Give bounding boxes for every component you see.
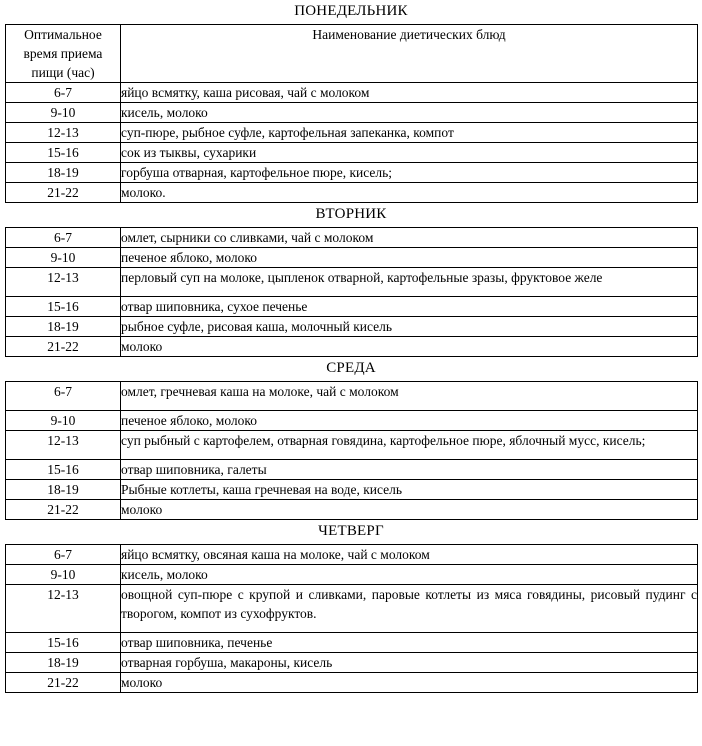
table-row [6, 565, 698, 585]
dish-list-cell: отварная горбуша, макароны, кисель [121, 653, 698, 673]
table-row [6, 633, 698, 653]
dish-list-cell: омлет, гречневая каша на молоке, чай с молоком [121, 382, 698, 411]
dish-list-cell: яйцо всмятку, каша рисовая, чай с молоком [121, 83, 698, 103]
meal-time-cell: 12-13 [6, 123, 121, 143]
dish-list-cell: яйцо всмятку, овсяная каша на молоке, чай с молоком [121, 545, 698, 565]
dish-list-cell: отвар шиповника, печенье [121, 633, 698, 653]
table-row [6, 500, 698, 520]
dish-list-cell: сок из тыквы, сухарики [121, 143, 698, 163]
table-row [6, 228, 698, 248]
meal-time-cell: 21-22 [6, 337, 121, 357]
meal-time-cell: 15-16 [6, 460, 121, 480]
table-row [6, 83, 698, 103]
table-row [6, 337, 698, 357]
dish-list-cell: Рыбные котлеты, каша гречневая на воде, кисель [121, 480, 698, 500]
day-section [5, 0, 697, 203]
dish-list-cell: рыбное суфле, рисовая каша, молочный кисель [121, 317, 698, 337]
dish-list-cell: печеное яблоко, молоко [121, 411, 698, 431]
dish-list-cell: печеное яблоко, молоко [121, 248, 698, 268]
meal-time-cell: 6-7 [6, 228, 121, 248]
table-row [6, 382, 698, 411]
meal-time-cell: 6-7 [6, 83, 121, 103]
table-row [6, 673, 698, 693]
table-header-row [6, 25, 698, 83]
meal-time-cell: 9-10 [6, 248, 121, 268]
day-section [5, 357, 697, 520]
day-title: ЧЕТВЕРГ [318, 523, 384, 539]
dish-list-cell: перловый суп на молоке, цыпленок отварной, картофельные зразы, фруктовое желе [121, 268, 698, 297]
meal-time-cell: 15-16 [6, 143, 121, 163]
meal-time-cell: 18-19 [6, 163, 121, 183]
meal-time-cell: 12-13 [6, 431, 121, 460]
table-row [6, 653, 698, 673]
dish-list-cell: кисель, молоко [121, 565, 698, 585]
day-title: СРЕДА [326, 360, 376, 376]
day-menu-table [5, 24, 698, 203]
dish-list-cell: молоко [121, 500, 698, 520]
table-row [6, 268, 698, 297]
dish-list-cell: горбуша отварная, картофельное пюре, кисель; [121, 163, 698, 183]
meal-time-cell: 21-22 [6, 673, 121, 693]
day-title: ВТОРНИК [315, 206, 387, 222]
meal-time-cell: 9-10 [6, 103, 121, 123]
day-menu-table [5, 544, 698, 693]
column-header-time: Оптимальное время приема пищи (час) [6, 25, 121, 83]
column-header-dish: Наименование диетических блюд [121, 25, 698, 83]
table-row [6, 163, 698, 183]
dish-list-cell: отвар шиповника, сухое печенье [121, 297, 698, 317]
day-menu-table [5, 227, 698, 357]
table-row [6, 411, 698, 431]
table-row [6, 248, 698, 268]
meal-time-cell: 6-7 [6, 545, 121, 565]
meal-time-cell: 18-19 [6, 317, 121, 337]
meal-time-cell: 15-16 [6, 297, 121, 317]
day-section [5, 203, 697, 357]
table-row [6, 297, 698, 317]
meal-time-cell: 9-10 [6, 411, 121, 431]
table-row [6, 460, 698, 480]
table-row [6, 480, 698, 500]
day-title: ПОНЕДЕЛЬНИК [294, 3, 408, 19]
dish-list-cell: суп рыбный с картофелем, отварная говядина, картофельное пюре, яблочный мусс, кисель; [121, 431, 698, 460]
dish-list-cell: омлет, сырники со сливками, чай с молоком [121, 228, 698, 248]
dish-list-cell: кисель, молоко [121, 103, 698, 123]
dish-list-cell: отвар шиповника, галеты [121, 460, 698, 480]
meal-time-cell: 6-7 [6, 382, 121, 411]
table-row [6, 431, 698, 460]
dish-list-cell: суп-пюре, рыбное суфле, картофельная запеканка, компот [121, 123, 698, 143]
meal-time-cell: 12-13 [6, 585, 121, 633]
day-section [5, 520, 697, 693]
table-row [6, 123, 698, 143]
dish-list-cell: молоко [121, 673, 698, 693]
day-menu-table [5, 381, 698, 520]
meal-time-cell: 21-22 [6, 183, 121, 203]
meal-time-cell: 18-19 [6, 653, 121, 673]
meal-time-cell: 15-16 [6, 633, 121, 653]
dish-list-cell: овощной суп-пюре с крупой и сливками, паровые котлеты из мяса говядины, рисовый пудинг с творогом, компот из сухофруктов. [121, 585, 698, 633]
meal-time-cell: 9-10 [6, 565, 121, 585]
dish-list-cell: молоко [121, 337, 698, 357]
table-row [6, 585, 698, 633]
meal-time-cell: 21-22 [6, 500, 121, 520]
meal-time-cell: 12-13 [6, 268, 121, 297]
table-row [6, 317, 698, 337]
table-row [6, 143, 698, 163]
dish-list-cell: молоко. [121, 183, 698, 203]
table-row [6, 103, 698, 123]
table-row [6, 545, 698, 565]
meal-time-cell: 18-19 [6, 480, 121, 500]
table-row [6, 183, 698, 203]
